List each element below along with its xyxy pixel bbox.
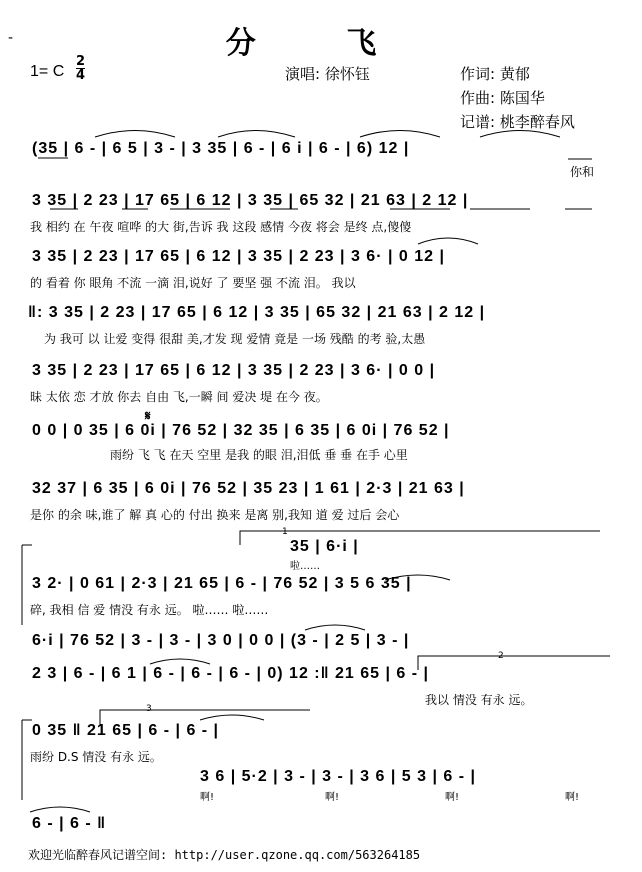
score-row-2: 3 35 | 2 23 | 17 65 | 6 12 | 3 35 | 65 32 | 21 63 | 2 12 | — [32, 192, 469, 209]
volta-1-lyrics: 啦…… — [290, 561, 320, 572]
key-signature: 1= C — [30, 63, 65, 80]
harmony-lyric-1: 啊! — [200, 792, 215, 803]
system-bracket — [22, 720, 32, 800]
underlines — [38, 158, 595, 209]
volta-1-bracket — [240, 531, 600, 545]
lyrics-row-3: 的 看着 你 眼角 不流 一滴 泪,说好 了 要坚 强 不流 泪。 我以 — [30, 276, 356, 290]
lyrics-row-1: 你和 — [570, 165, 595, 179]
volta-2-label: 2 — [498, 651, 504, 661]
transcriber-credit: 记谱: 桃李醉春风 — [460, 113, 575, 131]
lyrics-row-7: 是你 的余 味,谁了 解 真 心的 付出 换来 是离 别,我知 道 爱 过后 会心 — [30, 508, 400, 522]
slur — [30, 807, 90, 812]
score-row-1: (35 | 6 - | 6 5 | 3 - | 3 35 | 6 - | 6 i | 6 - | 6) 12 | — [32, 140, 410, 157]
lyrics-row-6: 雨纷 飞 飞 在天 空里 是我 的眼 泪,泪低 垂 垂 在手 心里 — [110, 448, 408, 462]
lyrics-row-5: 昧 太依 恋 才放 你去 自由 飞,一瞬 间 爱决 堤 在今 夜。 — [30, 390, 328, 404]
slur — [200, 715, 264, 720]
system-bracket — [22, 545, 32, 625]
volta-2-bracket — [418, 656, 610, 670]
volta-3-label: 3 — [146, 704, 152, 714]
lyrics-row-11: 雨纷 D.S 情没 有永 远。 — [30, 750, 162, 764]
score-row-9: 6·i | 76 52 | 3 - | 3 - | 3 0 | 0 0 | (3 - | 2 5 | 3 - | — [32, 632, 410, 649]
lyrics-row-2: 我 相约 在 午夜 喧哗 的大 街,告诉 我 这段 感情 今夜 将会 是终 点,傻傻 — [30, 220, 412, 234]
harmony-notes: 3 6 | 5·2 | 3 - | 3 - | 3 6 | 5 3 | 6 - | — [200, 768, 476, 785]
segno-sign: 𝄋 — [145, 408, 151, 423]
time-signature-bottom: 4 — [76, 68, 86, 83]
footer-credit: 欢迎光临醉春风记谱空间: http://user.qzone.qq.com/563264185 — [28, 848, 421, 862]
lyrics-row-8: 碎, 我相 信 爱 情没 有永 远。 啦…… 啦…… — [30, 603, 269, 617]
score-row-3: 3 35 | 2 23 | 17 65 | 6 12 | 3 35 | 2 23 | 3 6· | 0 12 | — [32, 248, 445, 265]
volta-1-label: 1 — [282, 527, 288, 537]
slur — [480, 131, 560, 138]
score-row-12: 6 - | 6 - ‖ — [32, 815, 107, 832]
slur — [385, 575, 450, 580]
slur — [305, 625, 365, 630]
volta-brackets — [22, 531, 610, 800]
score-row-10: 2 3 | 6 - | 6 1 | 6 - | 6 - | 6 - | 0) 12 :‖ 21 65 | 6 - | — [32, 665, 430, 682]
corner-dash: - — [8, 30, 14, 46]
harmony-lyric-3: 啊! — [445, 792, 460, 803]
score-row-7: 32 37 | 6 35 | 6 0i | 76 52 | 35 23 | 1 61 | 2·3 | 21 63 | — [32, 480, 465, 497]
lyrics-row-10: 我以 情没 有永 远。 — [425, 693, 533, 707]
lyrics-row-4: 为 我可 以 让爱 变得 很甜 美,才发 现 爱情 竟是 一场 残酷 的考 验,太愚 — [44, 332, 426, 346]
slur — [418, 238, 478, 244]
slur — [360, 131, 440, 138]
slur — [150, 659, 210, 664]
score-row-5: 3 35 | 2 23 | 17 65 | 6 12 | 3 35 | 2 23 | 3 6· | 0 0 | — [32, 362, 436, 379]
score-row-8: 3 2· | 0 61 | 2·3 | 21 65 | 6 - | 76 52 | 3 5 6 35 | — [32, 575, 412, 592]
volta-1-notes: 35 | 6·i | — [290, 538, 359, 555]
slur — [218, 131, 295, 138]
score-row-4: ‖: 3 35 | 2 23 | 17 65 | 6 12 | 3 35 | 65 32 | 21 63 | 2 12 | — [28, 304, 486, 321]
harmony-lyric-2: 啊! — [325, 792, 340, 803]
score-row-11: 0 35 ‖ 21 65 | 6 - | 6 - | — [32, 722, 220, 739]
score-row-6: 0 0 | 0 35 | 6 0i | 76 52 | 32 35 | 6 35 | 6 0i | 76 52 | — [32, 422, 450, 439]
lyricist-credit: 作词: 黄郁 — [460, 65, 530, 83]
slur — [95, 131, 175, 138]
volta-3-bracket — [100, 710, 310, 726]
singer-credit: 演唱: 徐怀钰 — [285, 65, 370, 83]
time-signature-top: 2 — [76, 54, 86, 69]
song-title: 分 飞 — [225, 26, 417, 61]
composer-credit: 作曲: 陈国华 — [460, 89, 545, 107]
harmony-lyric-4: 啊! — [565, 792, 580, 803]
